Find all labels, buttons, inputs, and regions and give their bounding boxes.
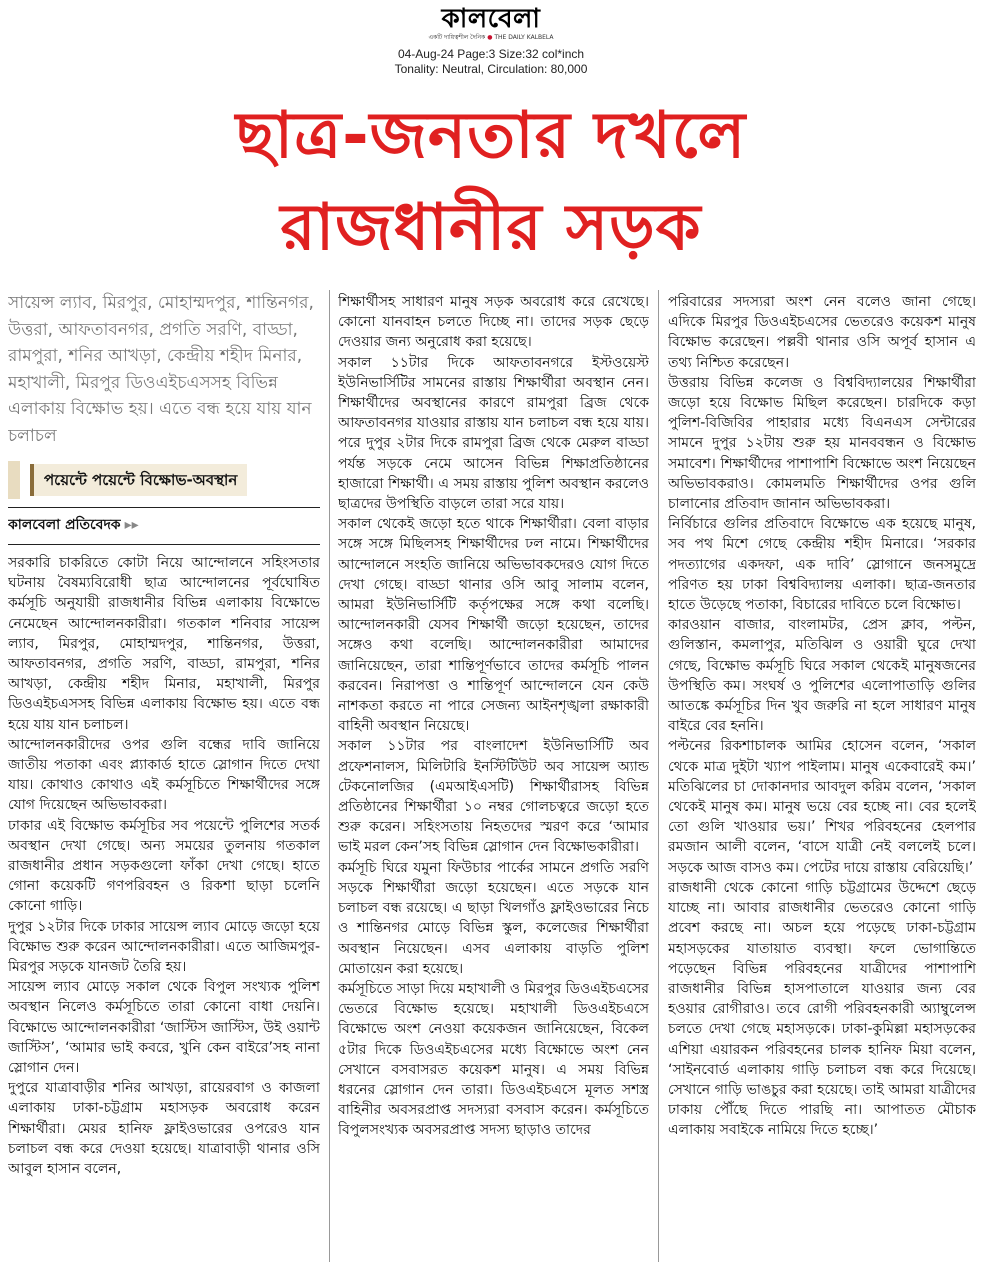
kicker-label: পয়েন্টে পয়েন্টে বিক্ষোভ-অবস্থান bbox=[30, 464, 247, 496]
article-column-1 bbox=[8, 290, 320, 1266]
tagline-english: THE DAILY KALBELA bbox=[494, 34, 554, 41]
paragraph: পরিবারের সদস্যরা অংশ নেন বলেও জানা গেছে। এদিকে মিরপুর ডিওএইচএসের ভেতরেও কয়েকশ মানুষ বিক্ষোভ করেছেন। পল্লবী থানার ওসি অপূর্ব হাসান এ তথ্য নিশ্চিত করেছেন। bbox=[668, 294, 976, 371]
paragraph: সকাল ১১টার দিকে আফতাবনগরে ইস্টওয়েস্ট ইউনিভার্সিটির সামনের রাস্তায় শিক্ষার্থীরা অবস্থান নেন। শিক্ষার্থীদের অবস্থানের কারণে রামপুরা ব্রিজ থেকে আফতাবনগর যাওয়ার রাস্তায় যান চলাচল বন্ধ হয়ে যায়। পরে দুপুর ২টার দিকে রামপুরা ব্রিজ থেকে মেরুল বাড্ডা পর্যন্ত সড়কে নেমে আসেন বিভিন্ন শিক্ষাপ্রতিষ্ঠানের হাজারো শিক্ষার্থী। এ সময় রাস্তায় পুলিশ অবস্থান করলেও ছাত্রদের উপস্থিতি বাড়লে তারা সরে যায়। bbox=[338, 354, 649, 513]
column-rule bbox=[329, 290, 330, 1262]
paragraph: দুপুরে যাত্রাবাড়ীর শনির আখড়া, রায়েরবাগ ও কাজলা এলাকায় ঢাকা-চট্টগ্রাম মহাসড়ক অবরোধ করেন শিক্ষার্থীরা। মেয়র হানিফ ফ্লাইওভারের ওপরেও যান চলাচল বন্ধ করে দেওয়া হয়েছে। যাত্রাবাড়ী থানার ওসি আবুল হাসান বলেন, bbox=[8, 1080, 320, 1178]
newspaper-logo: কালবেলা bbox=[441, 4, 541, 34]
column-rule bbox=[658, 290, 659, 1262]
paragraph: কর্মসূচিতে সাড়া দিয়ে মহাখালী ও মিরপুর ডিওএইচএসের ভেতরে বিক্ষোভ হয়েছে। মহাখালী ডিওএইচএসে বিক্ষোভে অংশ নেওয়া কয়েকজন জানিয়েছেন, বিকেল ৫টার দিকে ডিওএইচএসের মধ্যে বিক্ষোভে অংশ নেন সেখানে বসবাসরত কয়েকশ মানুষ। এ সময় বিভিন্ন ধরনের স্লোগান দেন তারা। ডিওএইচএসে মূলত সশস্ত্র বাহিনীর অবসরপ্রাপ্ত সদস্যরা বসবাস করেন। কর্মসূচিতে বিপুলসংখ্যক অবসরপ্রাপ্ত সদস্য ছাড়াও তাদের bbox=[338, 980, 649, 1139]
paragraph: নির্বিচারে গুলির প্রতিবাদে বিক্ষোভে এক হয়েছে মানুষ, সব পথ মিশে গেছে কেন্দ্রীয় শহীদ মিনারে। ‘সরকার পদত্যাগের একদফা, এক দাবি’ স্লোগানে জনসমুদ্রে পরিণত হয় ঢাকা বিশ্ববিদ্যালয় এলাকা। ছাত্র-জনতার হাতে উড়েছে পতাকা, বিচারের দাবিতে চলে বিক্ষোভ। bbox=[668, 516, 976, 614]
paragraph: পল্টনের রিকশাচালক আমির হোসেন বলেন, ‘সকাল থেকে মাত্র দুইটা খ্যাপ পাইলাম। মানুষ একেবারেই কম।’ মতিঝিলের চা দোকানদার আবদুল করিম বলেন, ‘সকাল থেকেই মানুষ কম। মানুষ ভয়ে বের হচ্ছে না। বের হলেই তো গুলি খাওয়ার ভয়।’ শিখর পরিবহনের হেলপার রমজান আলী বলেন, ‘বাসে যাত্রী নেই বললেই চলে। সড়কে আজ বাসও কম। পেটের দায়ে রাস্তায় বেরিয়েছি।’ bbox=[668, 738, 976, 876]
paragraph: কর্মসূচি ঘিরে যমুনা ফিউচার পার্কের সামনে প্রগতি সরণি সড়কে শিক্ষার্থীরা জড়ো হয়েছেন। এতে সড়কে যান চলাচল বন্ধ রয়েছে। এ ছাড়া খিলগাঁও ফ্লাইওভারের নিচে ও শান্তিনগর মোড়ে বিভিন্ন স্কুল, কলেজের শিক্ষার্থীরা অবস্থান নিয়েছেন। এসব এলাকায় বাড়তি পুলিশ মোতায়েন করা হয়েছে। bbox=[338, 859, 649, 977]
meta-line-2: Tonality: Neutral, Circulation: 80,000 bbox=[394, 62, 588, 76]
tagline-bangla: একটি দায়িত্বশীল দৈনিক bbox=[428, 34, 486, 41]
column-1-body bbox=[8, 553, 320, 1179]
headline bbox=[0, 90, 982, 274]
paragraph: সকাল থেকেই জড়ো হতে থাকে শিক্ষার্থীরা। বেলা বাড়ার সঙ্গে সঙ্গে মিছিলসহ শিক্ষার্থীদের ঢল নামে। শিক্ষার্থীদের আন্দোলনে সংহতি জানিয়ে অভিভাবকদেরও যোগ দিতে দেখা গেছে। বাড্ডা থানার ওসি আবু সালাম বলেন, আমরা ইউনিভার্সিটি কর্তৃপক্ষের সঙ্গে কথা বলেছি। আন্দোলনকারী যেসব শিক্ষার্থী জড়ো হয়েছেন, তাদের সঙ্গেও কথা বলেছি। আন্দোলনকারীরা আমাদের জানিয়েছেন, তারা শান্তিপূর্ণভাবে তাদের কর্মসূচি পালন করবেন। নিরাপত্তা ও শান্তিপূর্ণ আন্দোলনে যেন কেউ নাশকতা করতে না পারে সেজন্য আইনশৃঙ্খলা রক্ষাকারী বাহিনী অবস্থান নিয়েছে। bbox=[338, 516, 649, 735]
paragraph: উত্তরায় বিভিন্ন কলেজ ও বিশ্ববিদ্যালয়ের শিক্ষার্থীরা জড়ো হয়ে বিক্ষোভ মিছিল করেছেন। চারদিকে কড়া পুলিশ-বিজিবির পাহারার মধ্যে বিএনএস সেন্টারের সামনে দুপুর ১২টায় শুরু হয় মানববন্ধন ও বিক্ষোভ সমাবেশ। শিক্ষার্থীদের পাশাপাশি বিক্ষোভে অংশ নিয়েছেন অভিভাবকরাও। কোমলমতি শিক্ষার্থীদের ওপর গুলি চালানোর প্রতিবাদ জানান অভিভাবকরা। bbox=[668, 374, 976, 513]
paragraph: সরকারি চাকরিতে কোটা নিয়ে আন্দোলনে সহিংসতার ঘটনায় বৈষম্যবিরোধী ছাত্র আন্দোলনের পূর্বঘোষিত কর্মসূচি অনুযায়ী রাজধানীর বিভিন্ন এলাকায় বিক্ষোভে নেমেছেন আন্দোলনকারীরা। গতকাল শনিবার সায়েন্স ল্যাব, মিরপুর, মোহাম্মদপুর, শান্তিনগর, উত্তরা, আফতাবনগর, প্রগতি সরণি, বাড্ডা, রামপুরা, শনির আখড়া, কেন্দ্রীয় শহীদ মিনার, মহাখালী, মিরপুর ডিওএইচএসসহ বিভিন্ন এলাকায় বিক্ষোভ হয়। এতে বন্ধ হয়ে যায় যান চলাচল। bbox=[8, 555, 320, 733]
byline bbox=[8, 514, 320, 536]
article-column-3 bbox=[668, 292, 976, 1268]
kicker-ornament bbox=[8, 461, 20, 499]
headline-line-1: ছাত্র-জনতার দখলে bbox=[235, 99, 747, 173]
paragraph: রাজধানী থেকে কোনো গাড়ি চট্টগ্রামের উদ্দেশে ছেড়ে যাচ্ছে না। আবার রাজধানীর ভেতরেও কোনো গাড়ি প্রবেশ করছে না। অচল হয়ে পড়েছে ঢাকা-চট্টগ্রাম মহাসড়কের যাতায়াত ব্যবস্থা। ফলে ভোগান্তিতে পড়েছেন বিভিন্ন পরিবহনের যাত্রীদের পাশাপাশি রাজধানীর বিভিন্ন হাসপাতালে যাওয়ার জন্য বের হওয়ার রোগীরাও। তবে রোগী পরিবহনকারী অ্যাম্বুলেন্স চলতে দেখা গেছে মহাসড়কে। ঢাকা-কুমিল্লা মহাসড়কের এশিয়া এয়ারকন পরিবহনের চালক হানিফ মিয়া বলেন, ‘সাইনবোর্ড এলাকায় গাড়ি চলাচল বন্ধ করে দিয়েছে। সেখানে গাড়ি ভাঙচুর করা হয়েছে। তাই আমরা যাত্রীদের ঢাকায় পৌঁছে দিতে পারছি না। আপাতত মৌচাক এলাকায় সবাইকে নামিয়ে দিতে হচ্ছে।’ bbox=[668, 879, 976, 1139]
clipping-meta bbox=[0, 47, 982, 77]
paragraph: সকাল ১১টার পর বাংলাদেশ ইউনিভার্সিটি অব প্রফেশনালস, মিলিটারি ইনস্টিটিউট অব সায়েন্স অ্যান্ড টেকনোলজির (এমআইএসটি) শিক্ষার্থীরাসহ বিভিন্ন প্রতিষ্ঠানের শিক্ষার্থীরা ১০ নম্বর গোলচত্বরে জড়ো হতে শুরু করেন। সহিংসতায় নিহতদের স্মরণ করে ‘আমার ভাই মরল কেন’সহ বিভিন্ন স্লোগান দেন বিক্ষোভকারীরা। bbox=[338, 738, 649, 856]
headline-line-2: রাজধানীর সড়ক bbox=[280, 191, 702, 265]
divider bbox=[8, 544, 320, 545]
byline-text: কালবেলা প্রতিবেদক bbox=[8, 517, 121, 533]
summary-text: সায়েন্স ল্যাব, মিরপুর, মোহাম্মদপুর, শান্তিনগর, উত্তরা, আফতাবনগর, প্রগতি সরণি, বাড্ডা, রামপুরা, শনির আখড়া, কেন্দ্রীয় শহীদ মিনার, মহাখালী, মিরপুর ডিওএইচএসসহ বিভিন্ন এলাকায় বিক্ষোভ হয়। এতে বন্ধ হয়ে যায় যান চলাচল bbox=[8, 293, 314, 446]
divider bbox=[8, 507, 320, 508]
masthead bbox=[0, 4, 982, 77]
article-column-2 bbox=[338, 292, 649, 1268]
paragraph: কারওয়ান বাজার, বাংলামটর, প্রেস ক্লাব, পল্টন, গুলিস্তান, কমলাপুর, মতিঝিল ও ওয়ারী ঘুরে দেখা গেছে, বিক্ষোভ কর্মসূচি ঘিরে সকাল থেকেই মানুষজনের উপস্থিতি কম। সংঘর্ষ ও পুলিশের এলোপাতাড়ি গুলির আতঙ্কে কর্মসূচির দিন খুব জরুরি না হলে সাধারণ মানুষ বাইরে বের হননি। bbox=[668, 617, 976, 735]
paragraph: ঢাকার এই বিক্ষোভ কর্মসূচির সব পয়েন্টে পুলিশের সতর্ক অবস্থান দেখা গেছে। অন্য সময়ের তুলনায় গতকাল রাজধানীর প্রধান সড়কগুলো ফাঁকা দেখা গেছে। হাতে গোনা কয়েকটি গণপরিবহন ও রিকশা ছাড়া চলেনি কোনো গাড়ি। bbox=[8, 817, 320, 915]
paragraph: শিক্ষার্থীসহ সাধারণ মানুষ সড়ক অবরোধ করে রেখেছে। কোনো যানবাহন চলতে দিচ্ছে না। তাদের সড়ক ছেড়ে দেওয়ার জন্য অনুরোধ করা হয়েছে। bbox=[338, 294, 649, 351]
paragraph: আন্দোলনকারীদের ওপর গুলি বন্ধের দাবি জানিয়ে জাতীয় পতাকা এবং প্ল্যাকার্ড হাতে স্লোগান দিতে দেখা যায়। কোথাও কোথাও এই কর্মসূচিতে শিক্ষার্থীদের সঙ্গে যোগ দিয়েছেন অভিভাবকরা। bbox=[8, 736, 320, 814]
paragraph: সায়েন্স ল্যাব মোড়ে সকাল থেকে বিপুল সংখ্যক পুলিশ অবস্থান নিলেও কর্মসূচিতে তারা কোনো বাধা দেয়নি। বিক্ষোভে আন্দোলনকারীরা ‘জাস্টিস জাস্টিস, উই ওয়ান্ট জাস্টিস’, ‘আমার ভাই কবরে, খুনি কেন বাইরে’সহ নানা স্লোগান দেন। bbox=[8, 979, 320, 1077]
byline-arrow-icon: ▸▸ bbox=[124, 517, 139, 533]
logo-tagline: একটি দায়িত্বশীল দৈনিক ● THE DAILY KALBELA bbox=[428, 34, 554, 41]
paragraph: দুপুর ১২টার দিকে ঢাকার সায়েন্স ল্যাব মোড়ে জড়ো হয়ে বিক্ষোভ শুরু করেন আন্দোলনকারীরা। এতে আজিমপুর-মিরপুর সড়কে যানজট তৈরি হয়। bbox=[8, 918, 320, 976]
kicker-row bbox=[8, 461, 320, 499]
meta-line-1: 04-Aug-24 Page:3 Size:32 col*inch bbox=[397, 47, 585, 61]
